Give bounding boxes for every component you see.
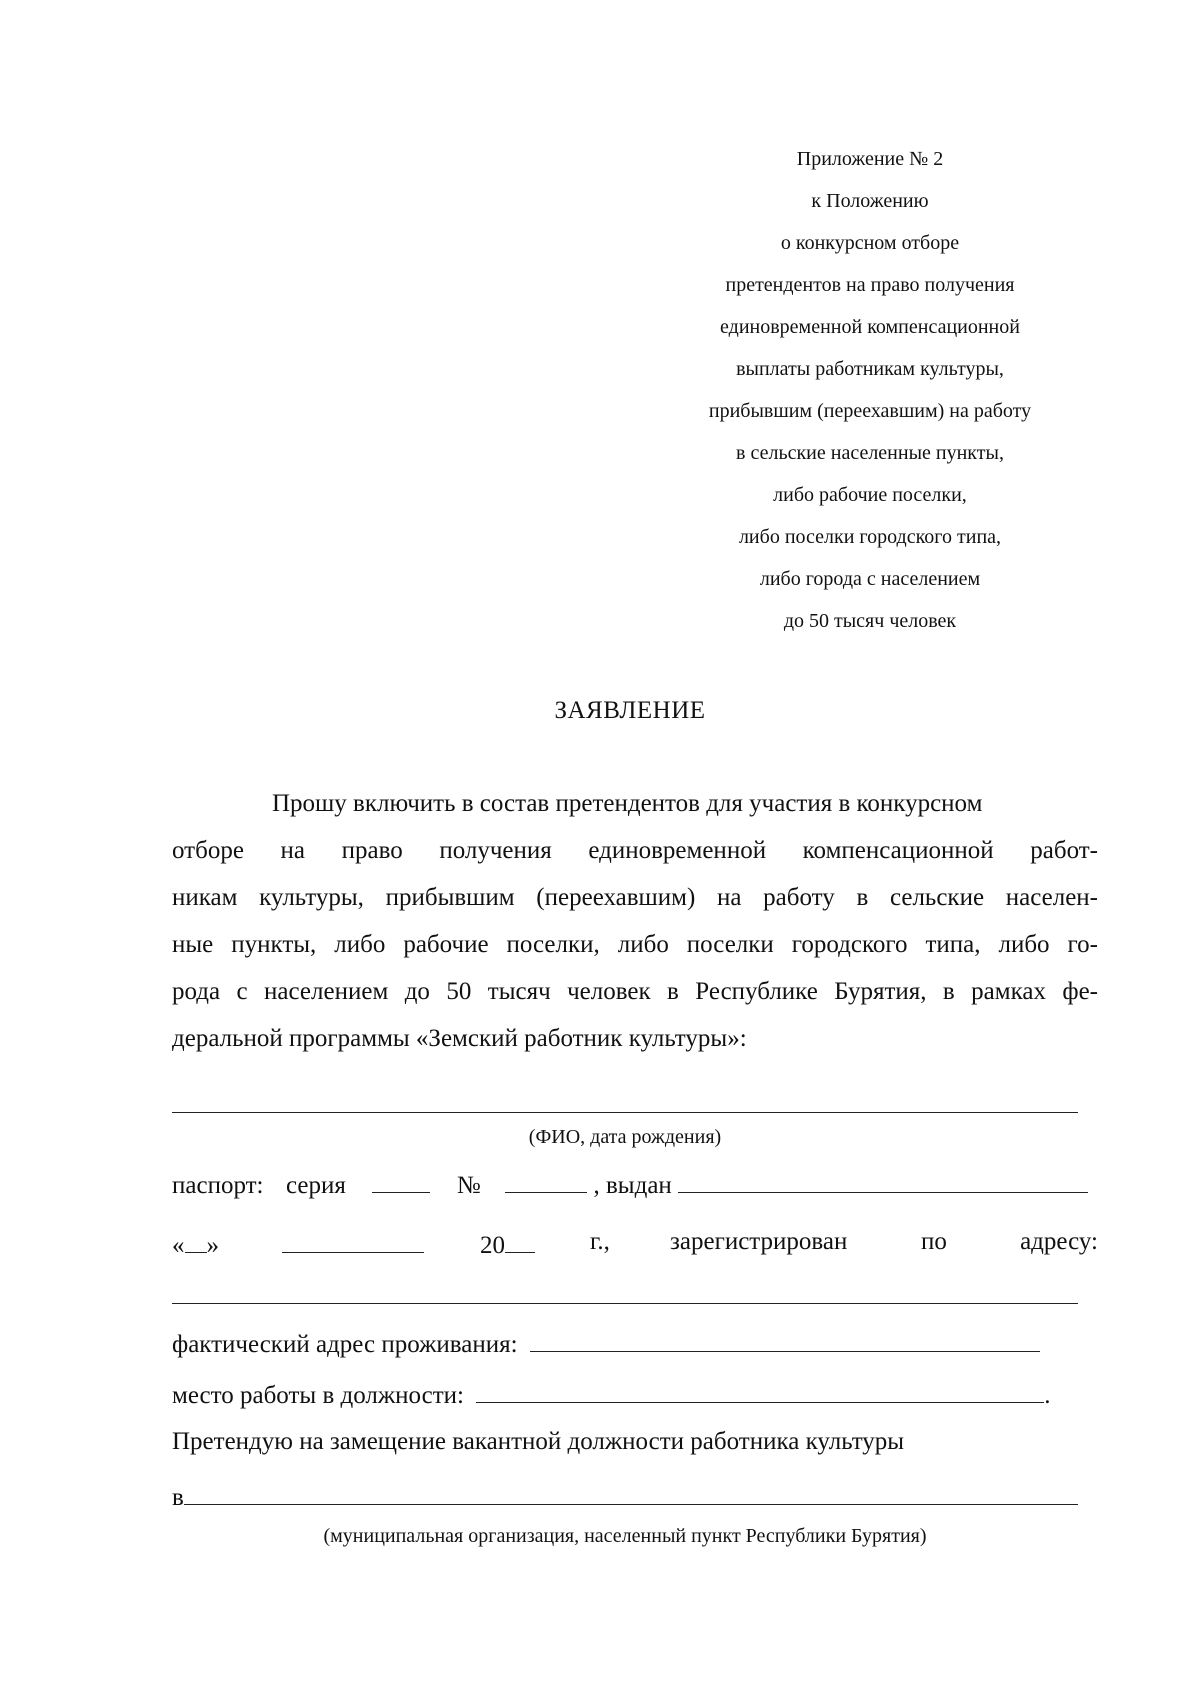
series-field[interactable] — [372, 1168, 430, 1193]
actual-address-label: фактический адрес проживания: — [172, 1331, 518, 1358]
fio-field-line[interactable] — [172, 1112, 1078, 1113]
appendix-line: прибывшим (переехавшим) на работу — [708, 400, 1032, 422]
appendix-line: выплаты работникам культуры, — [736, 358, 1004, 380]
number-sign: № — [456, 1172, 481, 1199]
paragraph-line-4: ные пункты, либо рабочие поселки, либо поселки городского типа, либо го- — [172, 931, 1098, 958]
year-suffix: г., — [590, 1228, 610, 1255]
paragraph-line-6: деральной программы «Земский работник культуры»: — [172, 1025, 747, 1052]
appendix-line: либо поселки городского типа, — [738, 526, 1002, 548]
organization-field[interactable] — [184, 1480, 1078, 1505]
appendix-line: либо рабочие поселки, — [773, 484, 967, 506]
workplace-row: место работы в должности: . — [172, 1378, 1050, 1410]
in-label: в — [172, 1484, 184, 1511]
issued-by-field[interactable] — [678, 1168, 1088, 1193]
registration-address-line[interactable] — [172, 1303, 1078, 1304]
organization-row — [172, 1480, 1078, 1512]
series-label: серия — [286, 1172, 346, 1199]
paragraph-line-2: отборе на право получения единовременной компенсационной работ- — [172, 837, 1098, 864]
appendix-line: Приложение № 2 — [796, 148, 944, 170]
date-day-group: « » — [172, 1228, 219, 1260]
workplace-label: место работы в должности: — [172, 1382, 464, 1409]
year-field[interactable] — [505, 1228, 535, 1253]
passport-row — [172, 1168, 1088, 1200]
workplace-field[interactable] — [476, 1378, 1044, 1403]
day-field[interactable] — [185, 1228, 207, 1253]
paragraph-line-1: Прошу включить в состав претендентов для участия в конкурсном — [272, 790, 983, 817]
passport-number-field[interactable] — [505, 1168, 587, 1193]
appendix-line: претендентов на право получения — [725, 274, 1015, 296]
passport-label: паспорт: — [172, 1172, 264, 1199]
organization-caption: (муниципальная организация, населенный пункт Республики Бурятия) — [323, 1525, 927, 1547]
appendix-line: до 50 тысяч человек — [783, 610, 957, 632]
appendix-line: к Положению — [811, 190, 929, 212]
by-label: по — [921, 1228, 947, 1255]
actual-address-row — [172, 1327, 1040, 1359]
registered-label: зарегистрирован — [670, 1228, 848, 1255]
year-group: 20 — [480, 1228, 535, 1260]
paragraph-line-3: никам культуры, прибывшим (переехавшим) на работу в сельские населен- — [172, 884, 1098, 911]
address-label: адресу: — [1020, 1228, 1098, 1255]
paragraph-line-5: рода с населением до 50 тысяч человек в Республике Бурятия, в рамках фе- — [172, 978, 1098, 1005]
document-title: ЗАЯВЛЕНИЕ — [554, 697, 706, 724]
appendix-header — [640, 138, 1100, 642]
appendix-line: в сельские населенные пункты, — [736, 442, 1004, 464]
issued-label: , выдан — [593, 1172, 672, 1199]
appendix-line: единовременной компенсационной — [720, 316, 1020, 338]
appendix-line: о конкурсном отборе — [780, 232, 960, 254]
actual-address-field[interactable] — [530, 1327, 1040, 1352]
fio-caption: (ФИО, дата рождения) — [528, 1126, 722, 1148]
claim-text: Претендую на замещение вакантной должности работника культуры — [172, 1428, 905, 1455]
month-field[interactable] — [282, 1228, 424, 1253]
appendix-line: либо города с населением — [759, 568, 981, 590]
